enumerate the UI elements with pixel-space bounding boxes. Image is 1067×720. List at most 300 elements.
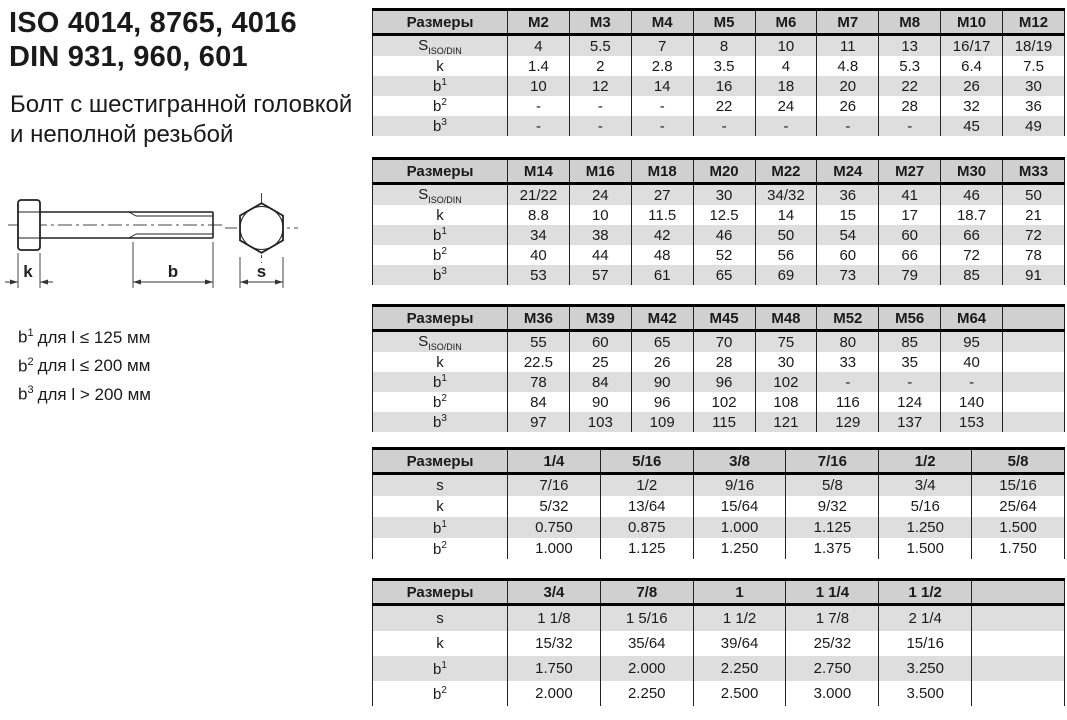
- k-arrow-right-icon: [40, 280, 48, 285]
- column-header: M48: [755, 306, 817, 331]
- row-label: $b^3$: [433, 117, 447, 135]
- table-cell: 11.5: [631, 205, 693, 225]
- row-label: $b^2$: [433, 97, 447, 115]
- page-title: [9, 6, 297, 74]
- column-header: 1: [693, 580, 786, 605]
- table-cell: 15: [817, 205, 879, 225]
- column-header: M27: [879, 159, 941, 184]
- table-header-row: [373, 159, 1065, 184]
- table-cell: 53: [508, 265, 570, 285]
- table-cell: 39/64: [693, 631, 786, 656]
- table-row: [373, 605, 1065, 632]
- table-cell: -: [569, 116, 631, 136]
- table-cell: 21: [1003, 205, 1065, 225]
- table-cell: 24: [755, 96, 817, 116]
- table-cell-empty: [972, 681, 1065, 706]
- table-cell: 1.375: [786, 538, 879, 559]
- table-cell: 103: [569, 412, 631, 432]
- table-cell: 11: [817, 35, 879, 57]
- bolt-technical-drawing: [0, 185, 340, 320]
- table-cell: 102: [755, 372, 817, 392]
- table-cell: 28: [879, 96, 941, 116]
- table-row: [373, 116, 1065, 136]
- table-cell: 78: [508, 372, 570, 392]
- table-cell: 44: [569, 245, 631, 265]
- column-header: 5/8: [972, 449, 1065, 474]
- table-cell-empty: [1003, 352, 1065, 372]
- row-label: $S_{ISO/DIN}$: [418, 185, 462, 205]
- row-label: k: [436, 353, 444, 371]
- table-cell: 96: [631, 392, 693, 412]
- tables-panel: [372, 0, 1067, 720]
- table-cell: 54: [817, 225, 879, 245]
- table-cell: 10: [508, 76, 570, 96]
- table-cell: 46: [693, 225, 755, 245]
- table-cell: 0.750: [508, 517, 601, 538]
- b-arrow-left-icon: [133, 280, 141, 285]
- table-cell: 17: [879, 205, 941, 225]
- table-cell: 2.250: [600, 681, 693, 706]
- column-header: M42: [631, 306, 693, 331]
- table-cell: 79: [879, 265, 941, 285]
- s-arrow-right-icon: [275, 280, 283, 285]
- column-header: 1/4: [508, 449, 601, 474]
- table-cell: -: [569, 96, 631, 116]
- table-cell: 8: [693, 35, 755, 57]
- table-cell: 36: [1003, 96, 1065, 116]
- table-row: [373, 265, 1065, 285]
- table-cell: 4: [755, 56, 817, 76]
- column-header: M64: [941, 306, 1003, 331]
- table-cell: -: [817, 372, 879, 392]
- table-cell: 2.750: [786, 656, 879, 681]
- table-cell: -: [941, 372, 1003, 392]
- table-cell: 21/22: [508, 184, 570, 206]
- table-cell: 75: [755, 331, 817, 353]
- column-header: M22: [755, 159, 817, 184]
- note-b3: $b^3$ для l > 200 мм: [18, 384, 151, 404]
- table-row: [373, 96, 1065, 116]
- table-row: [373, 35, 1065, 57]
- table-metric-m36-m64: [372, 304, 1066, 432]
- column-header: M12: [1003, 10, 1065, 35]
- dimension-table: [372, 8, 1065, 136]
- table-cell: 1.125: [600, 538, 693, 559]
- table-cell: 9/16: [693, 474, 786, 497]
- table-cell: 27: [631, 184, 693, 206]
- table-cell: 90: [631, 372, 693, 392]
- table-header-row: [373, 580, 1065, 605]
- column-header: M7: [817, 10, 879, 35]
- row-label: k: [436, 498, 444, 515]
- table-cell: 115: [693, 412, 755, 432]
- s-arrow-left-icon: [240, 280, 248, 285]
- table-cell: 12: [569, 76, 631, 96]
- column-header: M18: [631, 159, 693, 184]
- table-cell: 72: [1003, 225, 1065, 245]
- row-label: k: [436, 57, 444, 75]
- table-cell: 34/32: [755, 184, 817, 206]
- table-cell: 46: [941, 184, 1003, 206]
- table-header-row: [373, 10, 1065, 35]
- column-header: 3/4: [508, 580, 601, 605]
- table-cell: 60: [879, 225, 941, 245]
- table-row: [373, 656, 1065, 681]
- table-cell: 72: [941, 245, 1003, 265]
- table-cell: 129: [817, 412, 879, 432]
- table-cell: 9/32: [786, 496, 879, 517]
- table-cell: 97: [508, 412, 570, 432]
- table-header-row: [373, 306, 1065, 331]
- table-cell: 40: [508, 245, 570, 265]
- table-cell-empty: [972, 605, 1065, 632]
- table-imperial-large: [372, 578, 1066, 706]
- table-cell: 10: [755, 35, 817, 57]
- table-row: [373, 76, 1065, 96]
- table-cell: 56: [755, 245, 817, 265]
- table-cell: 25/32: [786, 631, 879, 656]
- bolt-head-side: [18, 200, 40, 250]
- table-cell: 40: [941, 352, 1003, 372]
- table-cell: 1.750: [508, 656, 601, 681]
- note-b1: $b^1$ для l ≤ 125 мм: [18, 327, 151, 347]
- column-header: M3: [569, 10, 631, 35]
- table-imperial-small: [372, 447, 1066, 559]
- table-cell: 80: [817, 331, 879, 353]
- table-cell: 2.000: [600, 656, 693, 681]
- table-cell: 5/8: [786, 474, 879, 497]
- table-cell: 66: [879, 245, 941, 265]
- table-cell: 26: [941, 76, 1003, 96]
- table-cell: 48: [631, 245, 693, 265]
- table-cell: 124: [879, 392, 941, 412]
- table-cell: 60: [817, 245, 879, 265]
- column-header: M5: [693, 10, 755, 35]
- table-cell: 15/32: [508, 631, 601, 656]
- row-label: k: [436, 635, 444, 652]
- row-label: $S_{ISO/DIN}$: [418, 332, 462, 352]
- table-cell: 3/4: [879, 474, 972, 497]
- column-header: M4: [631, 10, 693, 35]
- table-cell: 25: [569, 352, 631, 372]
- table-cell: 69: [755, 265, 817, 285]
- table-cell: 65: [693, 265, 755, 285]
- row-label: $b^1$: [433, 373, 447, 391]
- table-header-row: [373, 449, 1065, 474]
- table-cell: 1.250: [879, 517, 972, 538]
- column-header: 1 1/4: [786, 580, 879, 605]
- row-label: $b^3$: [433, 413, 447, 431]
- table-cell: 1.000: [508, 538, 601, 559]
- dimension-table: [372, 157, 1065, 285]
- table-cell: 109: [631, 412, 693, 432]
- table-cell: 85: [941, 265, 1003, 285]
- table-cell: 137: [879, 412, 941, 432]
- table-cell: 2 1/4: [879, 605, 972, 632]
- table-cell: 30: [755, 352, 817, 372]
- row-label: $b^2$: [433, 684, 447, 703]
- table-row: [373, 225, 1065, 245]
- header-label: Размеры: [373, 306, 508, 331]
- column-header: 1/2: [879, 449, 972, 474]
- table-row: [373, 372, 1065, 392]
- table-cell: 20: [817, 76, 879, 96]
- header-label: Размеры: [373, 580, 508, 605]
- table-cell: 3.250: [879, 656, 972, 681]
- table-cell: -: [817, 116, 879, 136]
- table-cell: 42: [631, 225, 693, 245]
- column-header: 1 1/2: [879, 580, 972, 605]
- table-cell: 22: [693, 96, 755, 116]
- column-header: M8: [879, 10, 941, 35]
- table-cell: 3.000: [786, 681, 879, 706]
- table-cell: 1.4: [508, 56, 570, 76]
- table-row: [373, 538, 1065, 559]
- column-header: M45: [693, 306, 755, 331]
- column-header: M39: [569, 306, 631, 331]
- dimension-table: [372, 304, 1065, 432]
- table-cell: 10: [569, 205, 631, 225]
- column-header: 3/8: [693, 449, 786, 474]
- table-cell: 108: [755, 392, 817, 412]
- dimension-table: [372, 578, 1065, 706]
- row-label: $b^2$: [433, 393, 447, 411]
- table-cell: 35/64: [600, 631, 693, 656]
- table-cell: 16/17: [941, 35, 1003, 57]
- table-cell: 18/19: [1003, 35, 1065, 57]
- table-cell: 1 1/8: [508, 605, 601, 632]
- table-cell: 95: [941, 331, 1003, 353]
- table-cell: 34: [508, 225, 570, 245]
- table-cell: 15/16: [879, 631, 972, 656]
- row-label: s: [436, 477, 444, 494]
- column-header: M20: [693, 159, 755, 184]
- table-cell: 140: [941, 392, 1003, 412]
- table-cell: 90: [569, 392, 631, 412]
- column-header: M52: [817, 306, 879, 331]
- table-cell: 26: [817, 96, 879, 116]
- table-cell: 32: [941, 96, 1003, 116]
- table-cell: 36: [817, 184, 879, 206]
- table-cell: 26: [631, 352, 693, 372]
- column-header: M10: [941, 10, 1003, 35]
- table-cell: 2.000: [508, 681, 601, 706]
- table-cell: 28: [693, 352, 755, 372]
- column-header: M33: [1003, 159, 1065, 184]
- table-cell: -: [631, 116, 693, 136]
- table-cell: 2: [569, 56, 631, 76]
- row-label: s: [436, 610, 444, 627]
- row-label: $b^3$: [433, 266, 447, 284]
- table-cell: -: [508, 116, 570, 136]
- row-label: $b^1$: [433, 518, 447, 537]
- table-cell: 12.5: [693, 205, 755, 225]
- column-header: M2: [508, 10, 570, 35]
- table-cell: 1 7/8: [786, 605, 879, 632]
- table-row: [373, 352, 1065, 372]
- table-cell: 1 1/2: [693, 605, 786, 632]
- table-cell: 1.250: [693, 538, 786, 559]
- table-row: [373, 412, 1065, 432]
- table-cell: 7/16: [508, 474, 601, 497]
- table-cell: 50: [1003, 184, 1065, 206]
- table-cell: 5.5: [569, 35, 631, 57]
- table-cell-empty: [972, 631, 1065, 656]
- table-cell: 52: [693, 245, 755, 265]
- table-cell: 102: [693, 392, 755, 412]
- table-cell: 49: [1003, 116, 1065, 136]
- table-cell: 7: [631, 35, 693, 57]
- table-cell: 33: [817, 352, 879, 372]
- table-cell: 15/16: [972, 474, 1065, 497]
- column-header: M6: [755, 10, 817, 35]
- table-cell: 1.000: [693, 517, 786, 538]
- table-metric-m14-m33: [372, 157, 1066, 285]
- table-cell: 3.5: [693, 56, 755, 76]
- column-header: 7/16: [786, 449, 879, 474]
- table-cell-empty: [1003, 331, 1065, 353]
- table-cell: -: [755, 116, 817, 136]
- table-cell: 57: [569, 265, 631, 285]
- table-cell: 96: [693, 372, 755, 392]
- table-cell: 1.750: [972, 538, 1065, 559]
- table-cell: 24: [569, 184, 631, 206]
- column-header: M36: [508, 306, 570, 331]
- table-cell: 7.5: [1003, 56, 1065, 76]
- header-label: Размеры: [373, 159, 508, 184]
- table-cell: 8.8: [508, 205, 570, 225]
- hexagon-outline: [240, 203, 283, 253]
- table-cell: 66: [941, 225, 1003, 245]
- table-cell: 1.500: [972, 517, 1065, 538]
- table-cell: 22.5: [508, 352, 570, 372]
- table-cell-empty: [1003, 372, 1065, 392]
- header-label: Размеры: [373, 449, 508, 474]
- table-cell: 18: [755, 76, 817, 96]
- column-header: M14: [508, 159, 570, 184]
- title-iso-line: ISO 4014, 8765, 4016: [9, 7, 297, 39]
- b-arrow-right-icon: [205, 280, 213, 285]
- column-header-empty: [972, 580, 1065, 605]
- dim-label-b: b: [167, 262, 179, 281]
- table-cell: 41: [879, 184, 941, 206]
- table-cell: 1/2: [600, 474, 693, 497]
- thread-length-notes: [18, 321, 151, 407]
- table-cell: 55: [508, 331, 570, 353]
- table-cell: 1.125: [786, 517, 879, 538]
- table-cell: -: [693, 116, 755, 136]
- table-cell: 73: [817, 265, 879, 285]
- row-label: $b^1$: [433, 659, 447, 678]
- column-header: M56: [879, 306, 941, 331]
- table-cell: 1.500: [879, 538, 972, 559]
- table-row: [373, 205, 1065, 225]
- table-cell: 116: [817, 392, 879, 412]
- note-b2: $b^2$ для l ≤ 200 мм: [18, 355, 151, 376]
- table-cell: 85: [879, 331, 941, 353]
- column-header: 5/16: [600, 449, 693, 474]
- table-cell: -: [508, 96, 570, 116]
- table-cell: 60: [569, 331, 631, 353]
- subtitle-line-2: и неполной резьбой: [10, 121, 234, 148]
- column-header: M16: [569, 159, 631, 184]
- table-cell-empty: [1003, 412, 1065, 432]
- table-cell: 2.500: [693, 681, 786, 706]
- table-cell: 121: [755, 412, 817, 432]
- table-cell: 2.8: [631, 56, 693, 76]
- row-label: k: [436, 206, 444, 224]
- table-cell: 50: [755, 225, 817, 245]
- table-cell: 70: [693, 331, 755, 353]
- table-row: [373, 496, 1065, 517]
- subtitle-line-1: Болт с шестигранной головкой: [10, 91, 353, 118]
- column-header-empty: [1003, 306, 1065, 331]
- table-cell: 2.250: [693, 656, 786, 681]
- table-cell: 91: [1003, 265, 1065, 285]
- row-label: $S_{ISO/DIN}$: [418, 36, 462, 56]
- table-cell: 30: [693, 184, 755, 206]
- table-cell: -: [879, 372, 941, 392]
- table-cell: 65: [631, 331, 693, 353]
- table-cell: 25/64: [972, 496, 1065, 517]
- table-row: [373, 392, 1065, 412]
- header-label: Размеры: [373, 10, 508, 35]
- table-cell: 84: [569, 372, 631, 392]
- column-header: M30: [941, 159, 1003, 184]
- table-cell: -: [879, 116, 941, 136]
- table-metric-m2-m12: [372, 8, 1066, 136]
- table-cell: 15/64: [693, 496, 786, 517]
- table-cell: 45: [941, 116, 1003, 136]
- table-cell-empty: [1003, 392, 1065, 412]
- table-cell: 13: [879, 35, 941, 57]
- table-row: [373, 331, 1065, 353]
- table-cell: 18.7: [941, 205, 1003, 225]
- table-cell: 30: [1003, 76, 1065, 96]
- row-label: $b^1$: [433, 77, 447, 95]
- table-cell: 4.8: [817, 56, 879, 76]
- table-cell: 6.4: [941, 56, 1003, 76]
- dimension-table: [372, 447, 1065, 559]
- table-cell: -: [631, 96, 693, 116]
- table-cell: 14: [755, 205, 817, 225]
- table-cell: 14: [631, 76, 693, 96]
- column-header: 7/8: [600, 580, 693, 605]
- row-label: $b^2$: [433, 539, 447, 558]
- row-label: $b^2$: [433, 246, 447, 264]
- table-cell: 1 5/16: [600, 605, 693, 632]
- table-cell-empty: [972, 656, 1065, 681]
- table-cell: 3.500: [879, 681, 972, 706]
- table-cell: 84: [508, 392, 570, 412]
- title-din-line: DIN 931, 960, 601: [9, 41, 248, 73]
- table-cell: 78: [1003, 245, 1065, 265]
- dim-label-s: s: [256, 262, 267, 281]
- table-cell: 38: [569, 225, 631, 245]
- table-row: [373, 517, 1065, 538]
- table-cell: 22: [879, 76, 941, 96]
- table-cell: 13/64: [600, 496, 693, 517]
- dim-label-k: k: [23, 262, 33, 281]
- subtitle: [10, 90, 352, 150]
- table-row: [373, 56, 1065, 76]
- table-cell: 5.3: [879, 56, 941, 76]
- table-row: [373, 681, 1065, 706]
- table-cell: 35: [879, 352, 941, 372]
- k-arrow-left-icon: [10, 280, 18, 285]
- column-header: M24: [817, 159, 879, 184]
- table-row: [373, 474, 1065, 497]
